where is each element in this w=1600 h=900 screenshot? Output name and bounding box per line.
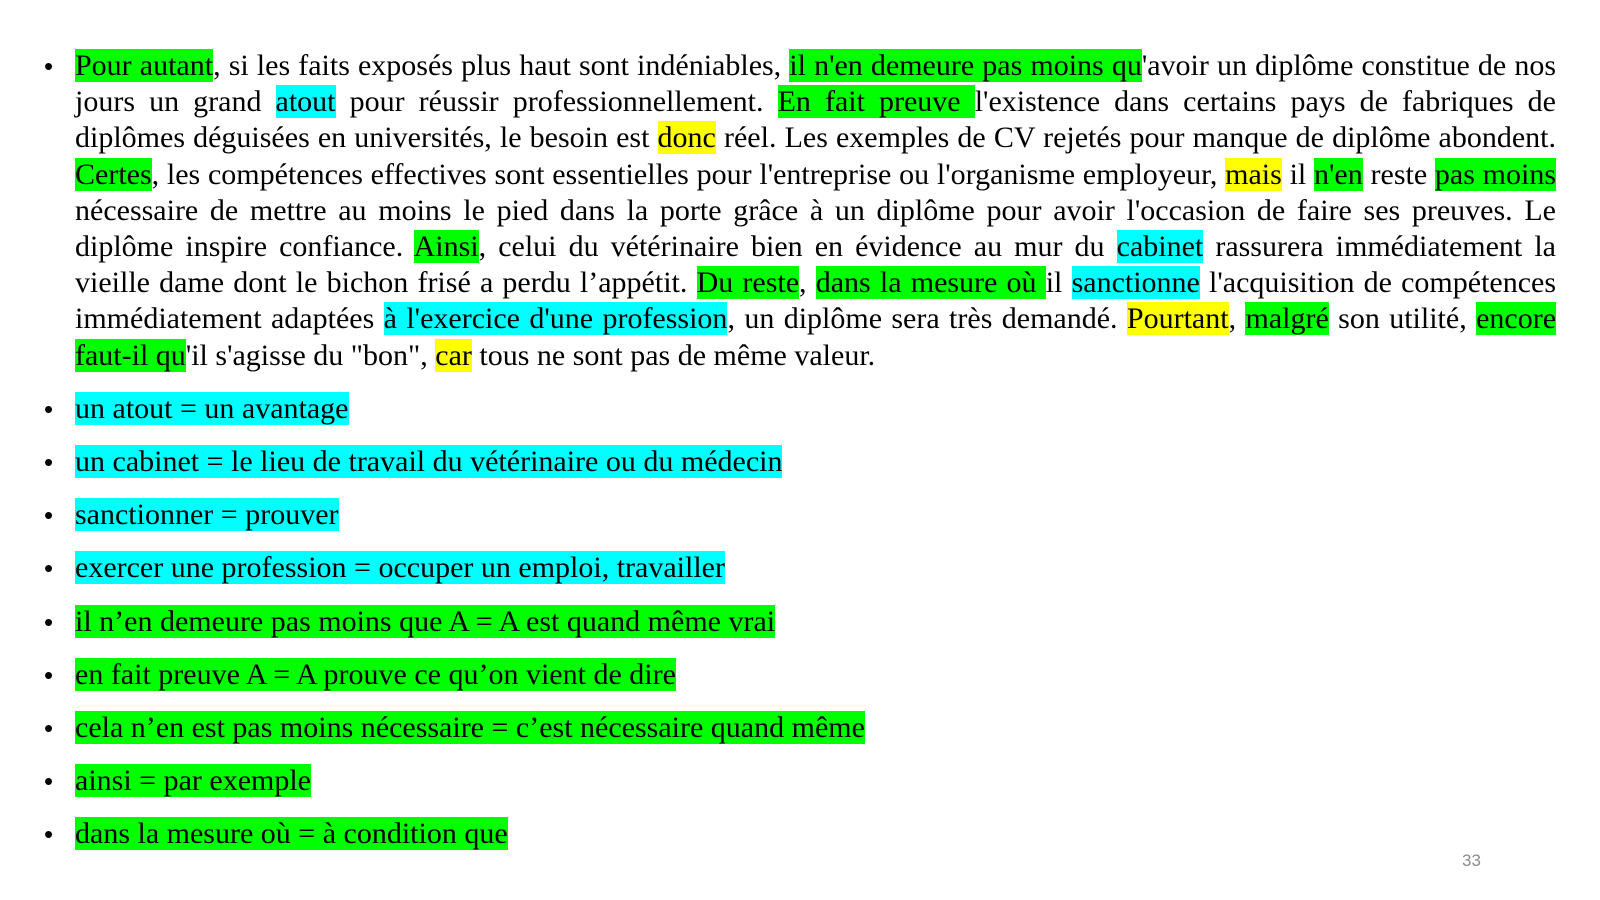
highlighted-text: à l'exercice d'une profession [383,302,728,336]
definition-bullet [44,710,1556,746]
text-segment: il [1045,266,1072,300]
definition-bullet [44,444,1556,480]
highlighted-text: atout [275,85,336,119]
text-segment: l'acquisition de compétences immédiatement adaptées [75,266,1557,336]
highlighted-text: donc [657,121,716,155]
highlighted-text: Ainsi [413,230,479,264]
text-segment: pour réussir professionnellement. [335,85,778,119]
definition-bullet [44,657,1556,693]
highlighted-text: Pour autant [75,49,214,82]
highlighted-text: mais [1225,157,1282,191]
highlighted-text: Pourtant [1126,302,1229,336]
definition-text: dans la mesure où = à condition que [75,817,508,851]
text-segment: , [1228,302,1246,336]
text-segment: , celui du vétérinaire bien en évidence au mur du [478,230,1117,264]
highlighted-text: pas moins [1434,157,1556,191]
highlighted-text: dans la mesure où [815,266,1046,300]
definition-text: en fait preuve A = A prouve ce qu’on vient de dire [75,657,676,691]
text-segment: 'il s'agisse du "bon", [185,338,436,372]
highlighted-text: En fait preuve [777,85,975,119]
definition-text: un atout = un avantage [75,391,349,425]
definition-bullet [44,604,1556,640]
definition-text: cela n’en est pas moins nécessaire = c’est nécessaire quand même [75,711,865,745]
highlighted-text: Du reste [696,266,800,300]
highlighted-text: il n'en demeure pas moins qu [789,49,1142,82]
definition-bullet [44,497,1556,533]
text-segment: 'avoir un diplôme constitue de nos jours un grand [75,49,1557,119]
highlighted-text: sanctionne [1071,266,1200,300]
text-segment: , [799,266,816,300]
definition-bullet [44,816,1556,852]
definition-text: il n’en demeure pas moins que A = A est quand même vrai [75,604,776,638]
text-segment: son utilité, [1328,302,1477,336]
highlighted-text: encore faut-il qu [75,302,1557,372]
paragraph-bullet [44,48,1556,374]
page-number: 33 [1462,851,1481,870]
text-segment: réel. Les exemples de CV rejetés pour manque de diplôme abondent. [715,121,1557,155]
text-segment: il [1281,157,1315,191]
highlighted-text: car [435,338,472,372]
text-segment: tous ne sont pas de même valeur. [471,338,876,372]
definition-bullet [44,550,1556,586]
text-segment: l'existence dans certains pays de fabriques de diplômes déguisées en universités, le besoin est [75,85,1556,155]
text-segment: , les compétences effectives sont essentielles pour l'entreprise ou l'organisme employeur, [151,157,1226,191]
definition-text: exercer une profession = occuper un emploi, travailler [75,551,725,585]
definition-bullet [44,391,1556,427]
text-segment: rassurera immédiatement la vieille dame dont le bichon frisé a perdu l’appétit. [75,230,1556,300]
definition-text: ainsi = par exemple [75,764,312,798]
highlighted-text: malgré [1245,302,1329,336]
highlighted-text: Certes [75,157,152,191]
text-segment: , un diplôme sera très demandé. [727,302,1127,336]
definition-bullet [44,763,1556,799]
highlighted-text: n'en [1314,157,1363,191]
bullet-list [44,48,1556,853]
definition-text: sanctionner = prouver [75,498,339,532]
text-segment: nécessaire de mettre au moins le pied dans la porte grâce à un diplôme pour avoir l'occasion de faire ses preuves. Le diplôme inspire confiance. [75,193,1556,264]
highlighted-text: cabinet [1116,230,1204,264]
definition-text: un cabinet = le lieu de travail du vétérinaire ou du médecin [75,445,783,479]
text-segment: , si les faits exposés plus haut sont indéniables, [213,49,790,82]
text-segment: reste [1362,157,1435,191]
